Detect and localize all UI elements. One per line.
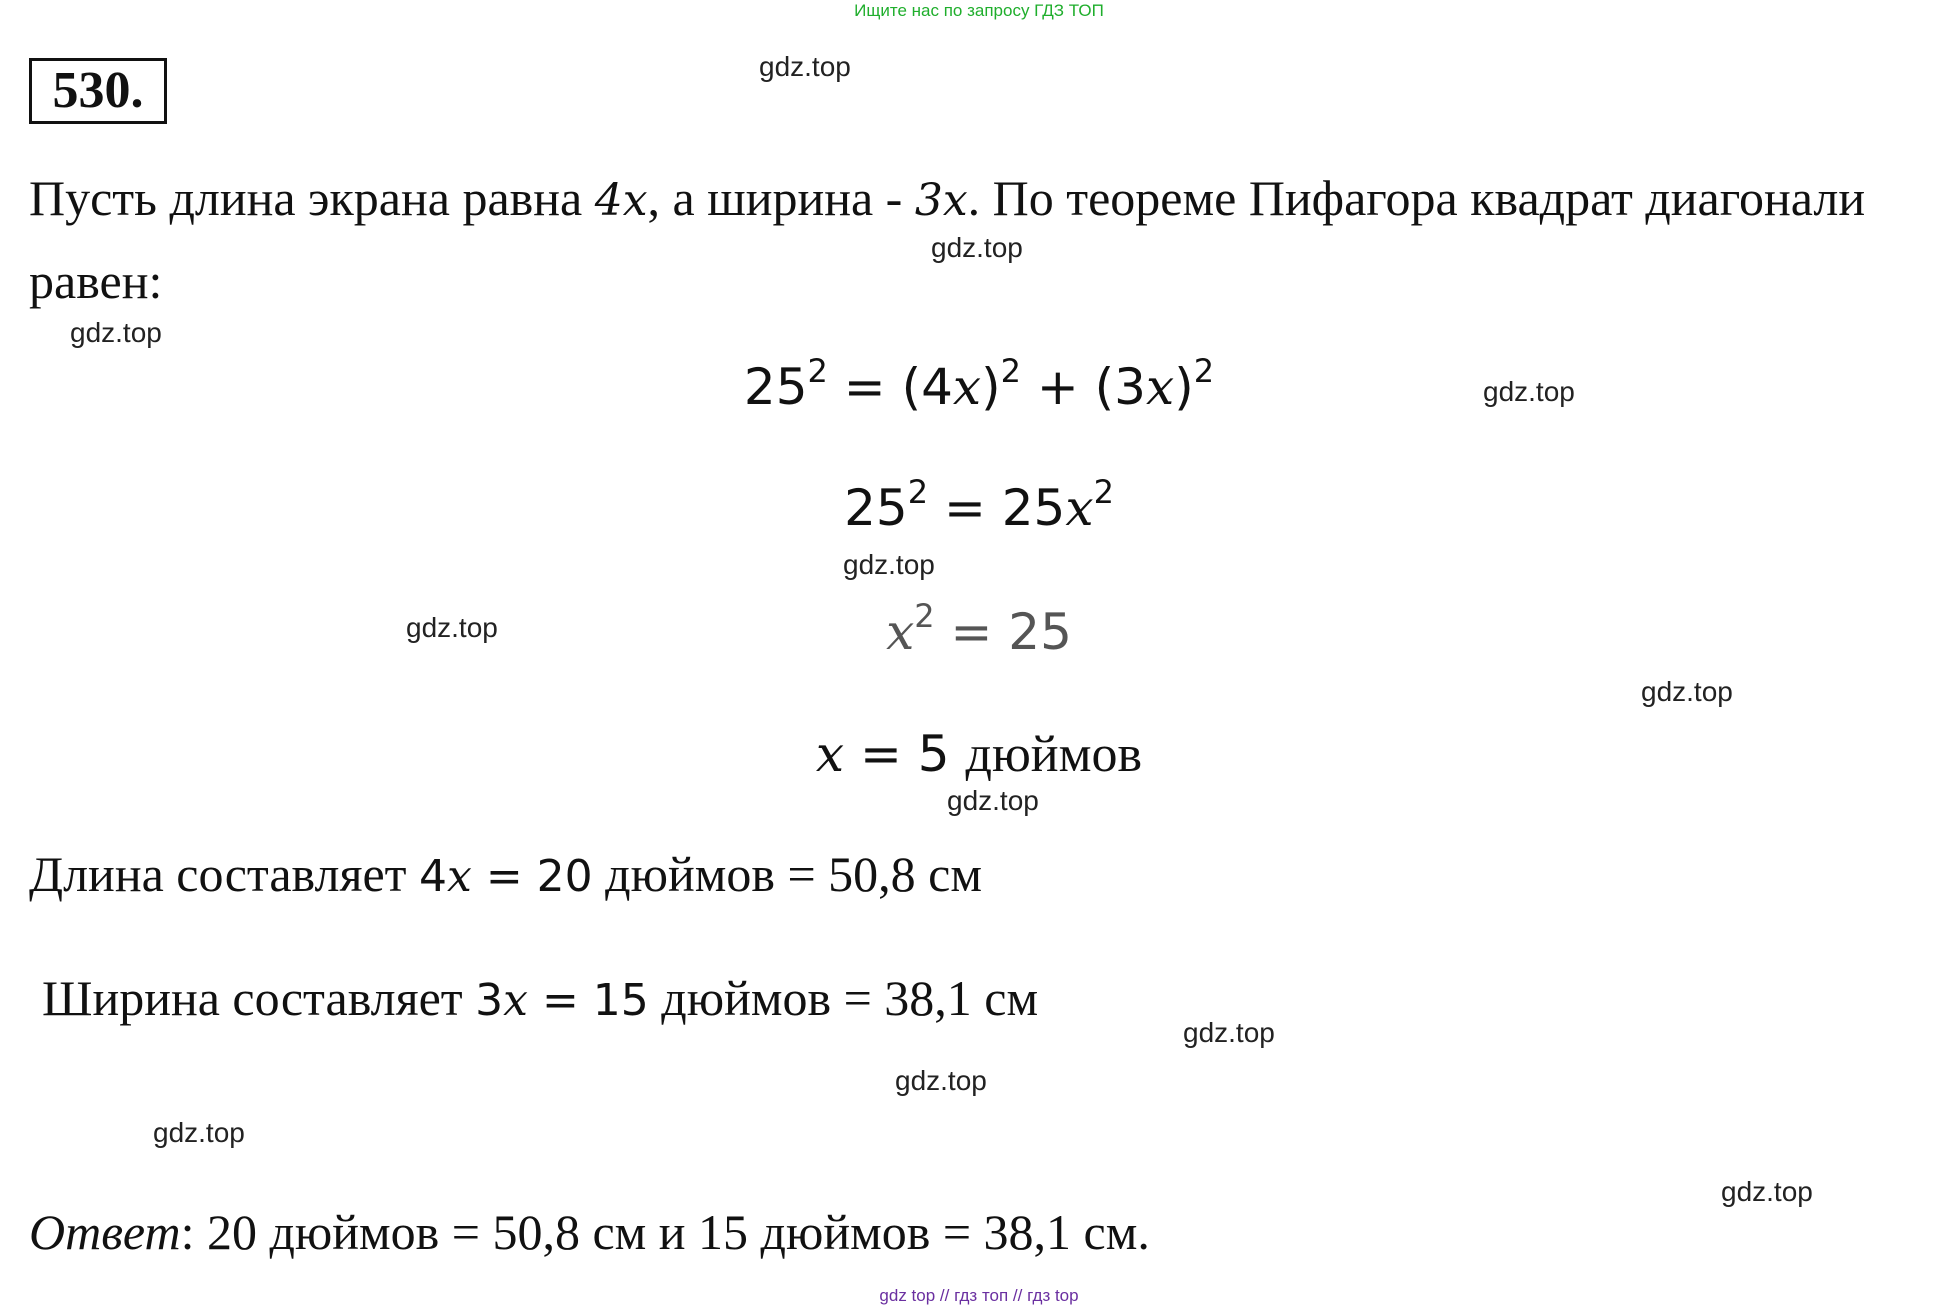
watermark: gdz.top: [931, 232, 1023, 263]
eq1-part: = (4: [827, 358, 953, 416]
eq1-paren-1: ): [981, 358, 1001, 416]
eq3-rhs: = 25: [934, 603, 1072, 661]
watermark: gdz.top: [406, 612, 498, 643]
length-coef: 4: [419, 851, 447, 902]
length-value: = 20: [471, 851, 593, 902]
length-result: [29, 842, 982, 909]
width-value: = 15: [527, 975, 649, 1026]
equation-simplified: [0, 473, 1958, 540]
length-label: Длина составляет: [29, 846, 419, 902]
eq1-var-2: x: [1145, 358, 1175, 416]
equation-pythagoras: [0, 352, 1958, 419]
length-converted: дюймов = 50,8 см: [592, 846, 982, 902]
length-expression: 4x: [594, 175, 648, 226]
intro-text-3: . По теореме Пифагора квадрат диагонали равен:: [29, 170, 1866, 309]
eq2-var-exponent: 2: [1093, 473, 1114, 511]
watermark: gdz.top: [843, 549, 935, 580]
eq2-rhs: = 25: [928, 479, 1066, 537]
width-expression: 3x: [914, 175, 968, 226]
watermark: gdz.top: [759, 51, 851, 82]
width-label: Ширина составляет: [42, 970, 476, 1026]
width-result: [42, 966, 1038, 1033]
eq3-var: x: [886, 603, 915, 661]
equation-x-value: [0, 722, 1958, 787]
answer-line: [29, 1200, 1150, 1264]
length-var: x: [447, 851, 472, 902]
width-converted: дюймов = 38,1 см: [648, 970, 1039, 1026]
answer-text: : 20 дюймов = 50,8 см и 15 дюймов = 38,1 см.: [180, 1204, 1150, 1260]
problem-number: 530.: [29, 58, 167, 124]
eq2-var: x: [1065, 479, 1094, 537]
watermark: gdz.top: [1483, 376, 1575, 407]
eq4-unit: дюймов: [965, 726, 1143, 783]
eq1-paren-2: ): [1174, 358, 1194, 416]
eq2-base: 25: [844, 479, 908, 537]
eq1-exp-2: 2: [1193, 352, 1215, 390]
eq1-base-exponent: 2: [807, 352, 828, 390]
eq4-rhs: = 5: [844, 725, 966, 783]
watermark: gdz.top: [70, 317, 162, 348]
equation-x-squared: [0, 597, 1958, 664]
width-var: x: [503, 975, 528, 1026]
answer-label: Ответ: [29, 1204, 181, 1260]
eq4-var: x: [815, 725, 845, 783]
watermark: gdz.top: [947, 785, 1039, 816]
bottom-banner: gdz top // гдз топ // гдз top: [879, 1286, 1079, 1305]
intro-text-1: Пусть длина экрана равна: [29, 170, 595, 226]
eq1-var-1: x: [952, 358, 982, 416]
watermark: gdz.top: [153, 1117, 245, 1148]
top-banner: Ищите нас по запросу ГДЗ ТОП: [854, 1, 1104, 20]
watermark: gdz.top: [1183, 1017, 1275, 1048]
watermark: gdz.top: [1641, 676, 1733, 707]
eq2-base-exponent: 2: [907, 473, 929, 511]
watermark: gdz.top: [895, 1065, 987, 1096]
eq3-var-exponent: 2: [914, 597, 935, 635]
intro-text-2: , а ширина -: [647, 170, 915, 226]
eq1-mid: + (3: [1020, 358, 1146, 416]
width-coef: 3: [475, 975, 504, 1026]
eq1-exp-1: 2: [1000, 352, 1021, 390]
watermark: gdz.top: [1721, 1176, 1813, 1207]
eq1-base: 25: [743, 358, 808, 416]
